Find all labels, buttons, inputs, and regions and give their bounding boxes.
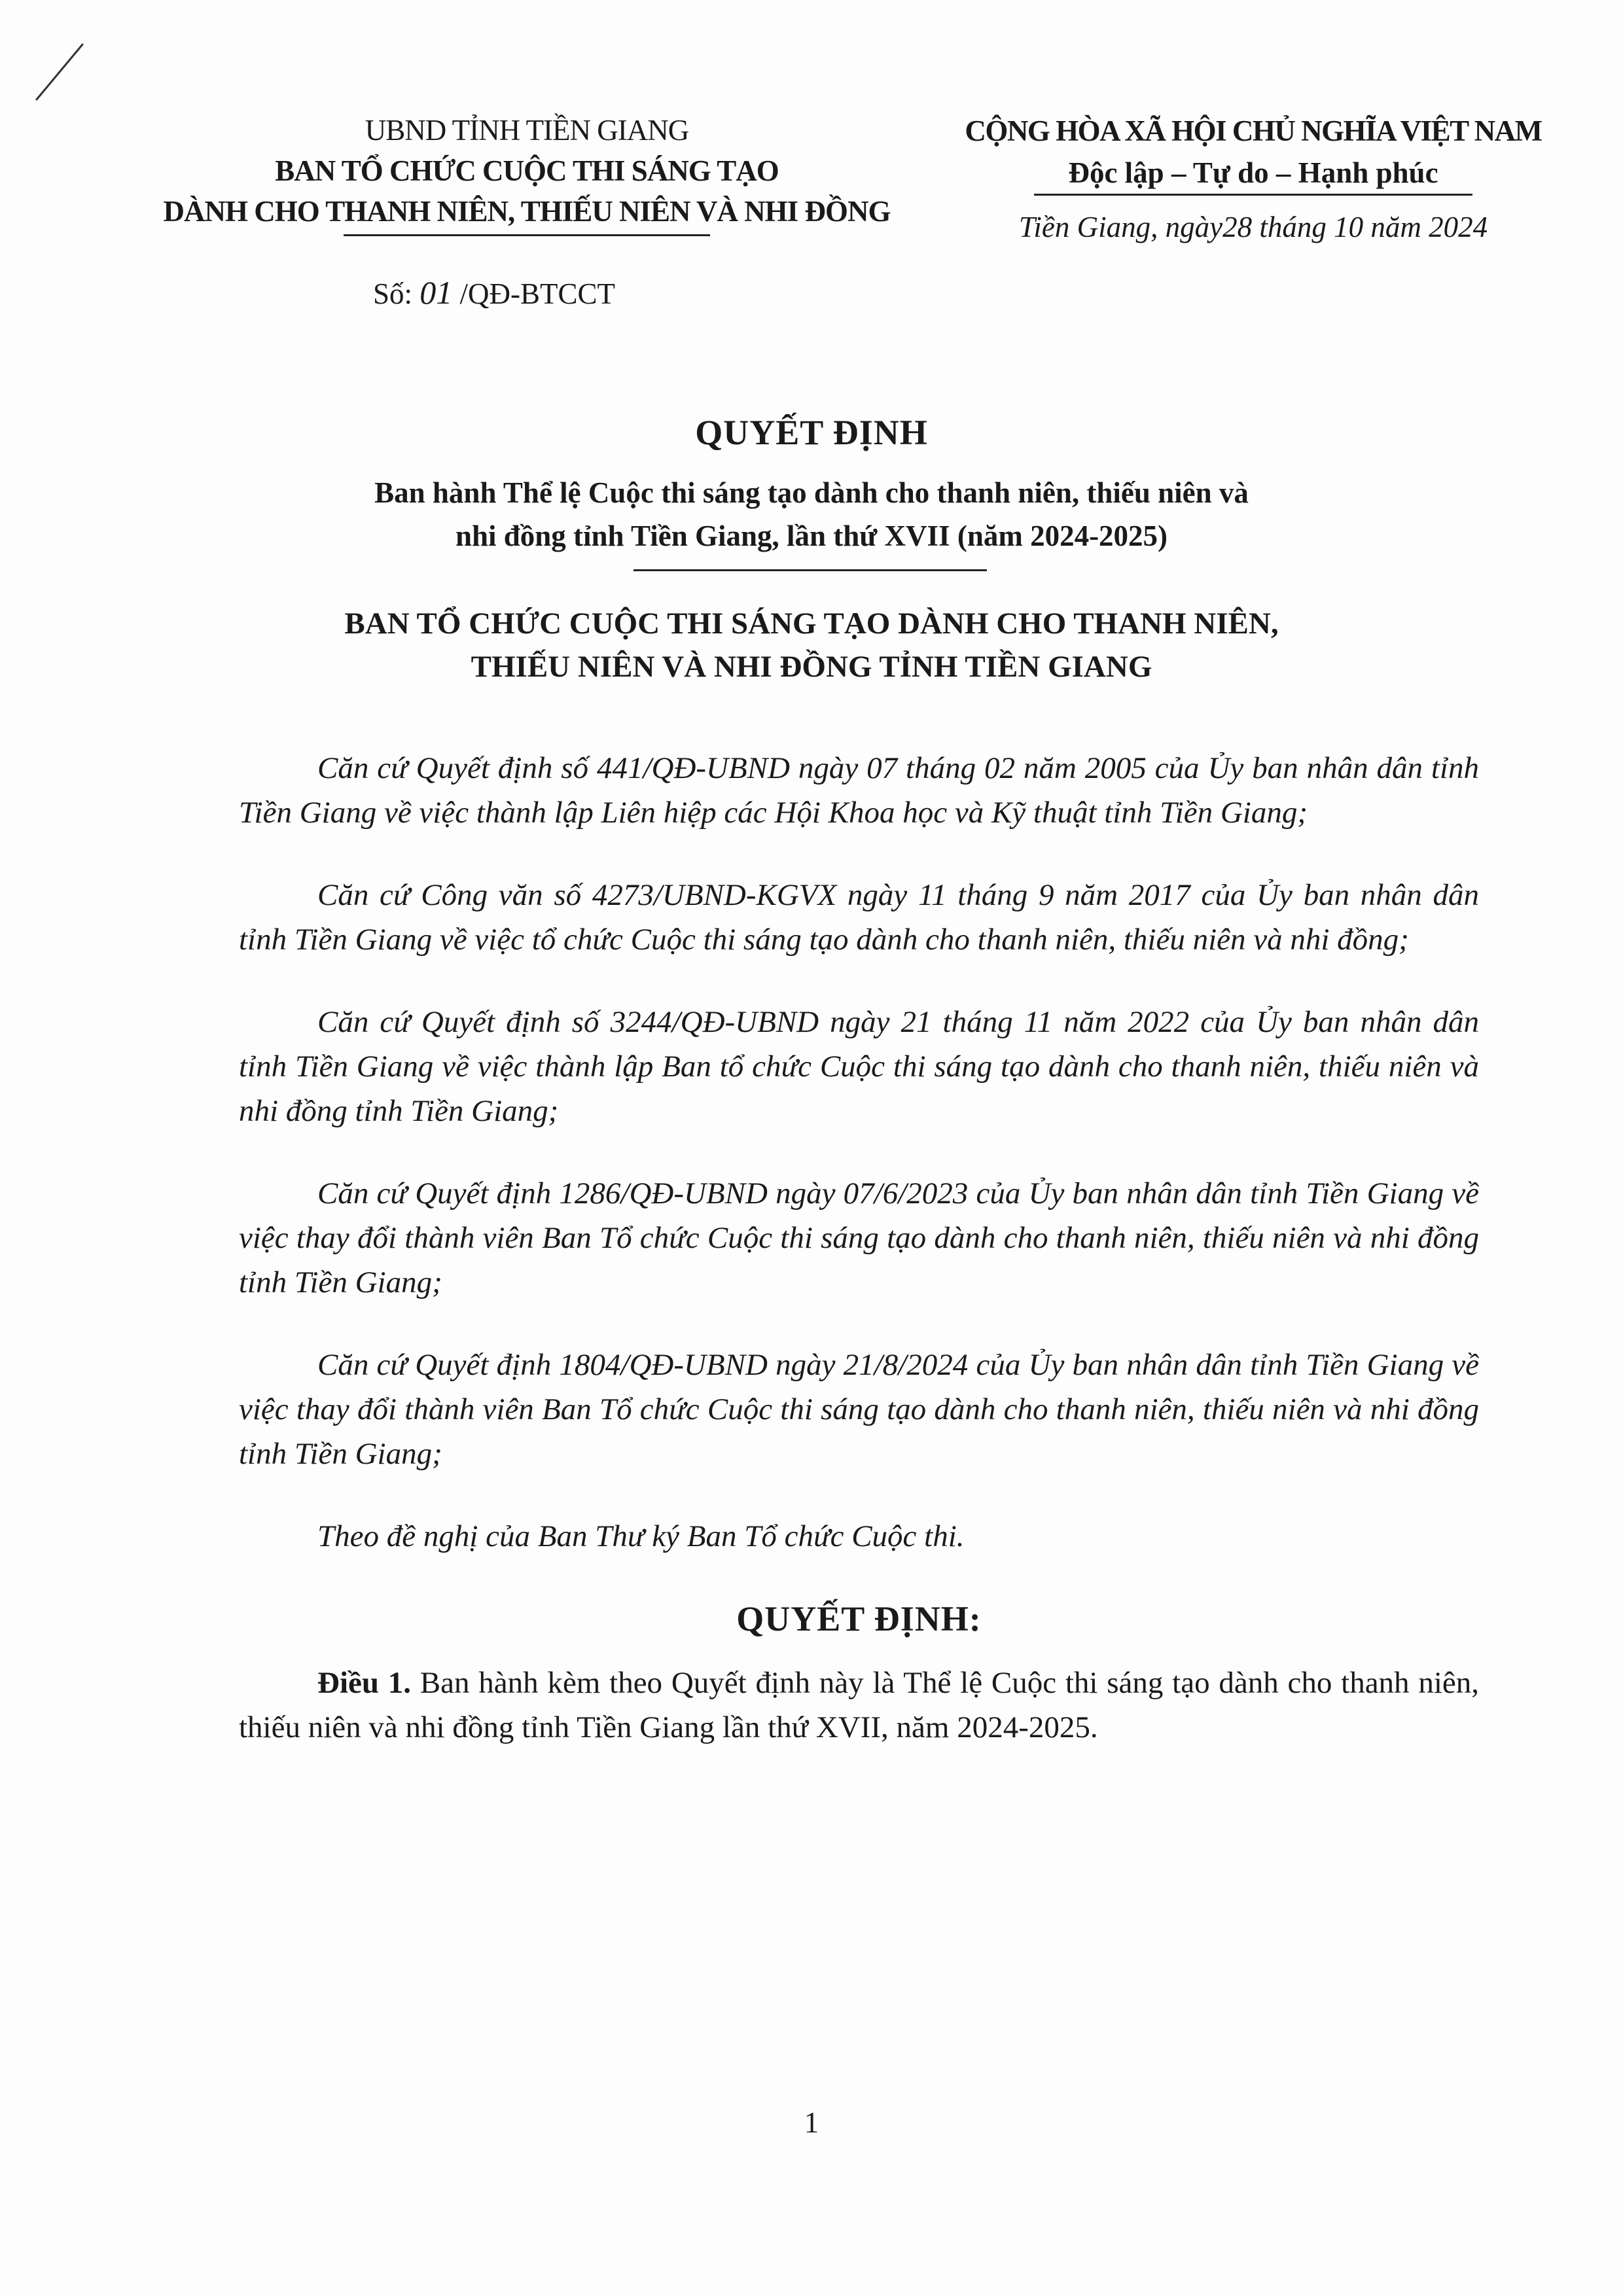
preamble-item: Căn cứ Quyết định số 441/QĐ-UBND ngày 07 tháng 02 năm 2005 của Ủy ban nhân dân tỉnh Tiền Giang về việc thành lập Liên hiệp các Hội Khoa học và Kỹ thuật tỉnh Tiền Giang; <box>239 751 1479 830</box>
national-motto-header <box>929 110 1577 248</box>
date-suffix: tháng 10 năm 2024 <box>1252 211 1488 243</box>
place-date <box>929 206 1577 248</box>
article-1-text: Ban hành kèm theo Quyết định này là Thể lệ Cuộc thi sáng tạo dành cho thanh niên, thiếu niên và nhi đồng tỉnh Tiền Giang lần thứ XVII, năm 2024-2025. <box>239 1666 1480 1744</box>
issuing-body-line1: BAN TỔ CHỨC CUỘC THI SÁNG TẠO DÀNH CHO THANH NIÊN, <box>344 607 1279 641</box>
motto-underline <box>1034 194 1472 196</box>
article-1 <box>239 1661 1479 1750</box>
doc-number-value: 01 <box>419 274 453 311</box>
agency-parent: UBND TỈNH TIỀN GIANG <box>365 114 689 147</box>
agency-name-line2: DÀNH CHO THANH NIÊN, THIẾU NIÊN VÀ NHI ĐỒNG <box>163 195 891 228</box>
pen-stroke-mark <box>31 39 90 105</box>
date-day: 28 <box>1222 211 1253 243</box>
issuing-agency-header <box>131 110 923 236</box>
preamble-item: Theo đề nghị của Ban Thư ký Ban Tổ chức Cuộc thi. <box>317 1519 965 1553</box>
issuing-body-heading <box>196 602 1427 688</box>
issuing-body-line2: THIẾU NIÊN VÀ NHI ĐỒNG TỈNH TIỀN GIANG <box>471 650 1152 684</box>
subtitle-line2: nhi đồng tỉnh Tiền Giang, lần thứ XVII (năm 2024-2025) <box>455 520 1168 552</box>
doc-number-suffix: /QĐ-BTCCT <box>452 277 616 310</box>
document-body <box>239 746 1479 1750</box>
doc-number-prefix: Số: <box>373 277 420 310</box>
subtitle-underline <box>633 569 987 571</box>
agency-name-line1: BAN TỔ CHỨC CUỘC THI SÁNG TẠO <box>275 154 779 187</box>
preamble-item: Căn cứ Quyết định 1804/QĐ-UBND ngày 21/8/2024 của Ủy ban nhân dân tỉnh Tiền Giang về việc thay đổi thành viên Ban Tổ chức Cuộc thi sáng tạo dành cho thanh niên, thiếu niên và nhi đồng tỉnh Tiền Giang; <box>239 1348 1479 1471</box>
subtitle-line1: Ban hành Thể lệ Cuộc thi sáng tạo dành cho thanh niên, thiếu niên và <box>374 476 1249 509</box>
national-motto: Độc lập – Tự do – Hạnh phúc <box>1068 156 1438 189</box>
country-name: CỘNG HÒA XÃ HỘI CHỦ NGHĨA VIỆT NAM <box>965 115 1542 147</box>
preamble-item: Căn cứ Công văn số 4273/UBND-KGVX ngày 11 tháng 9 năm 2017 của Ủy ban nhân dân tỉnh Tiền Giang về việc tổ chức Cuộc thi sáng tạo dành cho thanh niên, thiếu niên và nhi đồng; <box>239 878 1479 957</box>
agency-underline <box>344 234 710 236</box>
article-1-label: Điều 1. <box>317 1666 412 1700</box>
document-subtitle <box>196 471 1427 557</box>
document-number <box>373 274 615 311</box>
preamble-item: Căn cứ Quyết định 1286/QĐ-UBND ngày 07/6/2023 của Ủy ban nhân dân tỉnh Tiền Giang về việc thay đổi thành viên Ban Tổ chức Cuộc thi sáng tạo dành cho thanh niên, thiếu niên và nhi đồng tỉnh Tiền Giang; <box>239 1176 1479 1299</box>
date-prefix: Tiền Giang, ngày <box>1018 211 1223 243</box>
preamble-item: Căn cứ Quyết định số 3244/QĐ-UBND ngày 21 tháng 11 năm 2022 của Ủy ban nhân dân tỉnh Tiền Giang về việc thành lập Ban tổ chức Cuộc thi sáng tạo dành cho thanh niên, thiếu niên và nhi đồng tỉnh Tiền Giang; <box>239 1005 1479 1128</box>
decision-heading: QUYẾT ĐỊNH: <box>736 1599 982 1638</box>
document-title: QUYẾT ĐỊNH <box>695 413 928 452</box>
page-number: 1 <box>804 2106 819 2139</box>
